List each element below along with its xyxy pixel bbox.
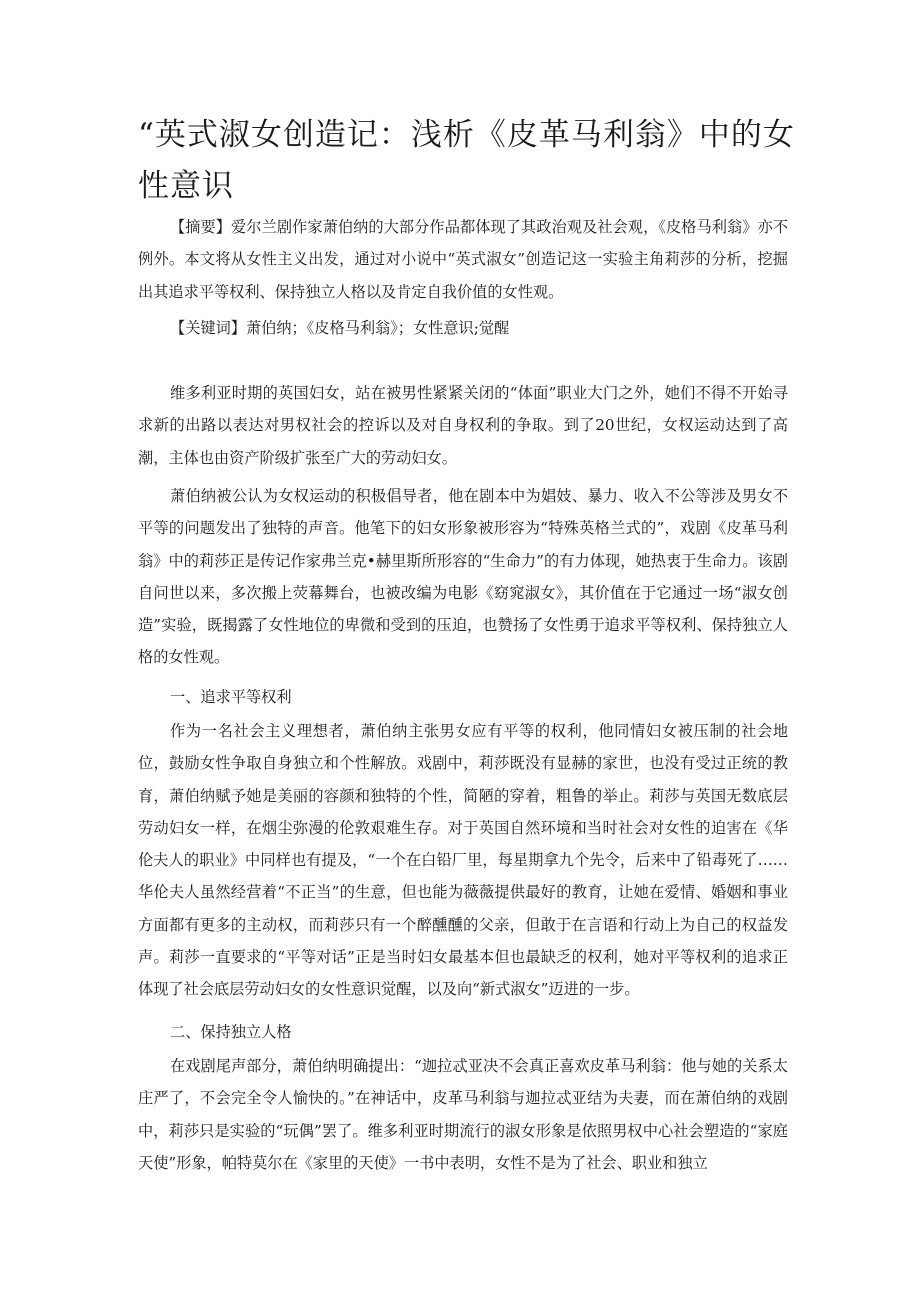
paragraph-3: 作为一名社会主义理想者，萧伯纳主张男女应有平等的权利，他同情妇女被压制的社会地位，鼓励女性争取自身独立和个性解放。戏剧中，莉莎既没有显赫的家世，也没有受过正统的教育，萧伯纳赋予她是美丽的容颜和独特的个性，简陋的穿着，粗鲁的举止。莉莎与英国无数底层劳动妇女一样，在烟尘弥漫的伦敦艰难生存。对于英国自然环境和当时社会对女性的迫害在《华伦夫人的职业》中同样也有提及，“一个在白铅厂里，每星期拿九个先令，后来中了铅毒死了……华伦夫人虽然经营着“不正当”的生意，但也能为薇薇提供最好的教育，让她在爱情、婚姻和事业方面都有更多的主动权，而莉莎只有一个醉醺醺的父亲，但敢于在言语和行动上为自己的权益发声。莉莎一直要求的“平等对话”正是当时妇女最基本但也最缺乏的权利，她对平等权利的追求正体现了社会底层劳动妇女的女性意识觉醒，以及向“新式淑女”迈进的一步。 (138, 722, 788, 999)
abstract-text: 爱尔兰剧作家萧伯纳的大部分作品都体现了其政治观及社会观，《皮格马利翁》亦不例外。本文将从女性主义出发，通过对小说中“英式淑女”创造记这一实验主角莉莎的分析，挖掘出其追求平等权利、保持独立人格以及肯定自我价值的女性观。 (138, 218, 789, 301)
abstract-label: 【摘要】 (170, 218, 232, 236)
paragraph-1: 维多利亚时期的英国妇女，站在被男性紧紧关闭的“体面”职业大门之外，她们不得不开始寻求新的出路以表达对男权社会的控诉以及对自身权利的争取。到了20世纪，女权运动达到了高潮，主体也由资产阶级扩张至广大的劳动妇女。 (138, 384, 788, 467)
section-heading-1: 一、追求平等权利 (170, 688, 292, 706)
keywords-label: 【关键词】 (170, 319, 246, 337)
keywords-text: 萧伯纳；《皮格马利翁》；女性意识;觉醒 (245, 319, 510, 337)
paragraph-2: 萧伯纳被公认为女权运动的积极倡导者，他在剧本中为娼妓、暴力、收入不公等涉及男女不平等的问题发出了独特的声音。他笔下的妇女形象被形容为“特殊英格兰式的”，戏剧《皮革马利翁》中的莉莎正是传记作家弗兰克•赫里斯所形容的“生命力”的有力体现，她热衷于生命力。该剧自问世以来，多次搬上荧幕舞台，也被改编为电影《窈窕淑女》，其价值在于它通过一场“淑女创造”实验，既揭露了女性地位的卑微和受到的压迫，也赞扬了女性勇于追求平等权利、保持独立人格的女性观。 (138, 487, 788, 667)
document-title: “英式淑女创造记：浅析《皮革马利翁》中的女性意识 (138, 117, 795, 204)
paragraph-4: 在戏剧尾声部分，萧伯纳明确提出：“迦拉忒亚决不会真正喜欢皮革马利翁：他与她的关系太庄严了，不会完全令人愉快的。”在神话中，皮革马利翁与迦拉忒亚结为夫妻，而在萧伯纳的戏剧中，莉莎只是实验的“玩偶”罢了。维多利亚时期流行的淑女形象是依照男权中心社会塑造的“家庭天使”形象，帕特莫尔在《家里的天使》一书中表明，女性不是为了社会、职业和独立 (138, 1057, 788, 1172)
keywords (170, 312, 509, 344)
section-heading-2: 二、保持独立人格 (170, 1023, 292, 1041)
abstract (138, 211, 788, 308)
